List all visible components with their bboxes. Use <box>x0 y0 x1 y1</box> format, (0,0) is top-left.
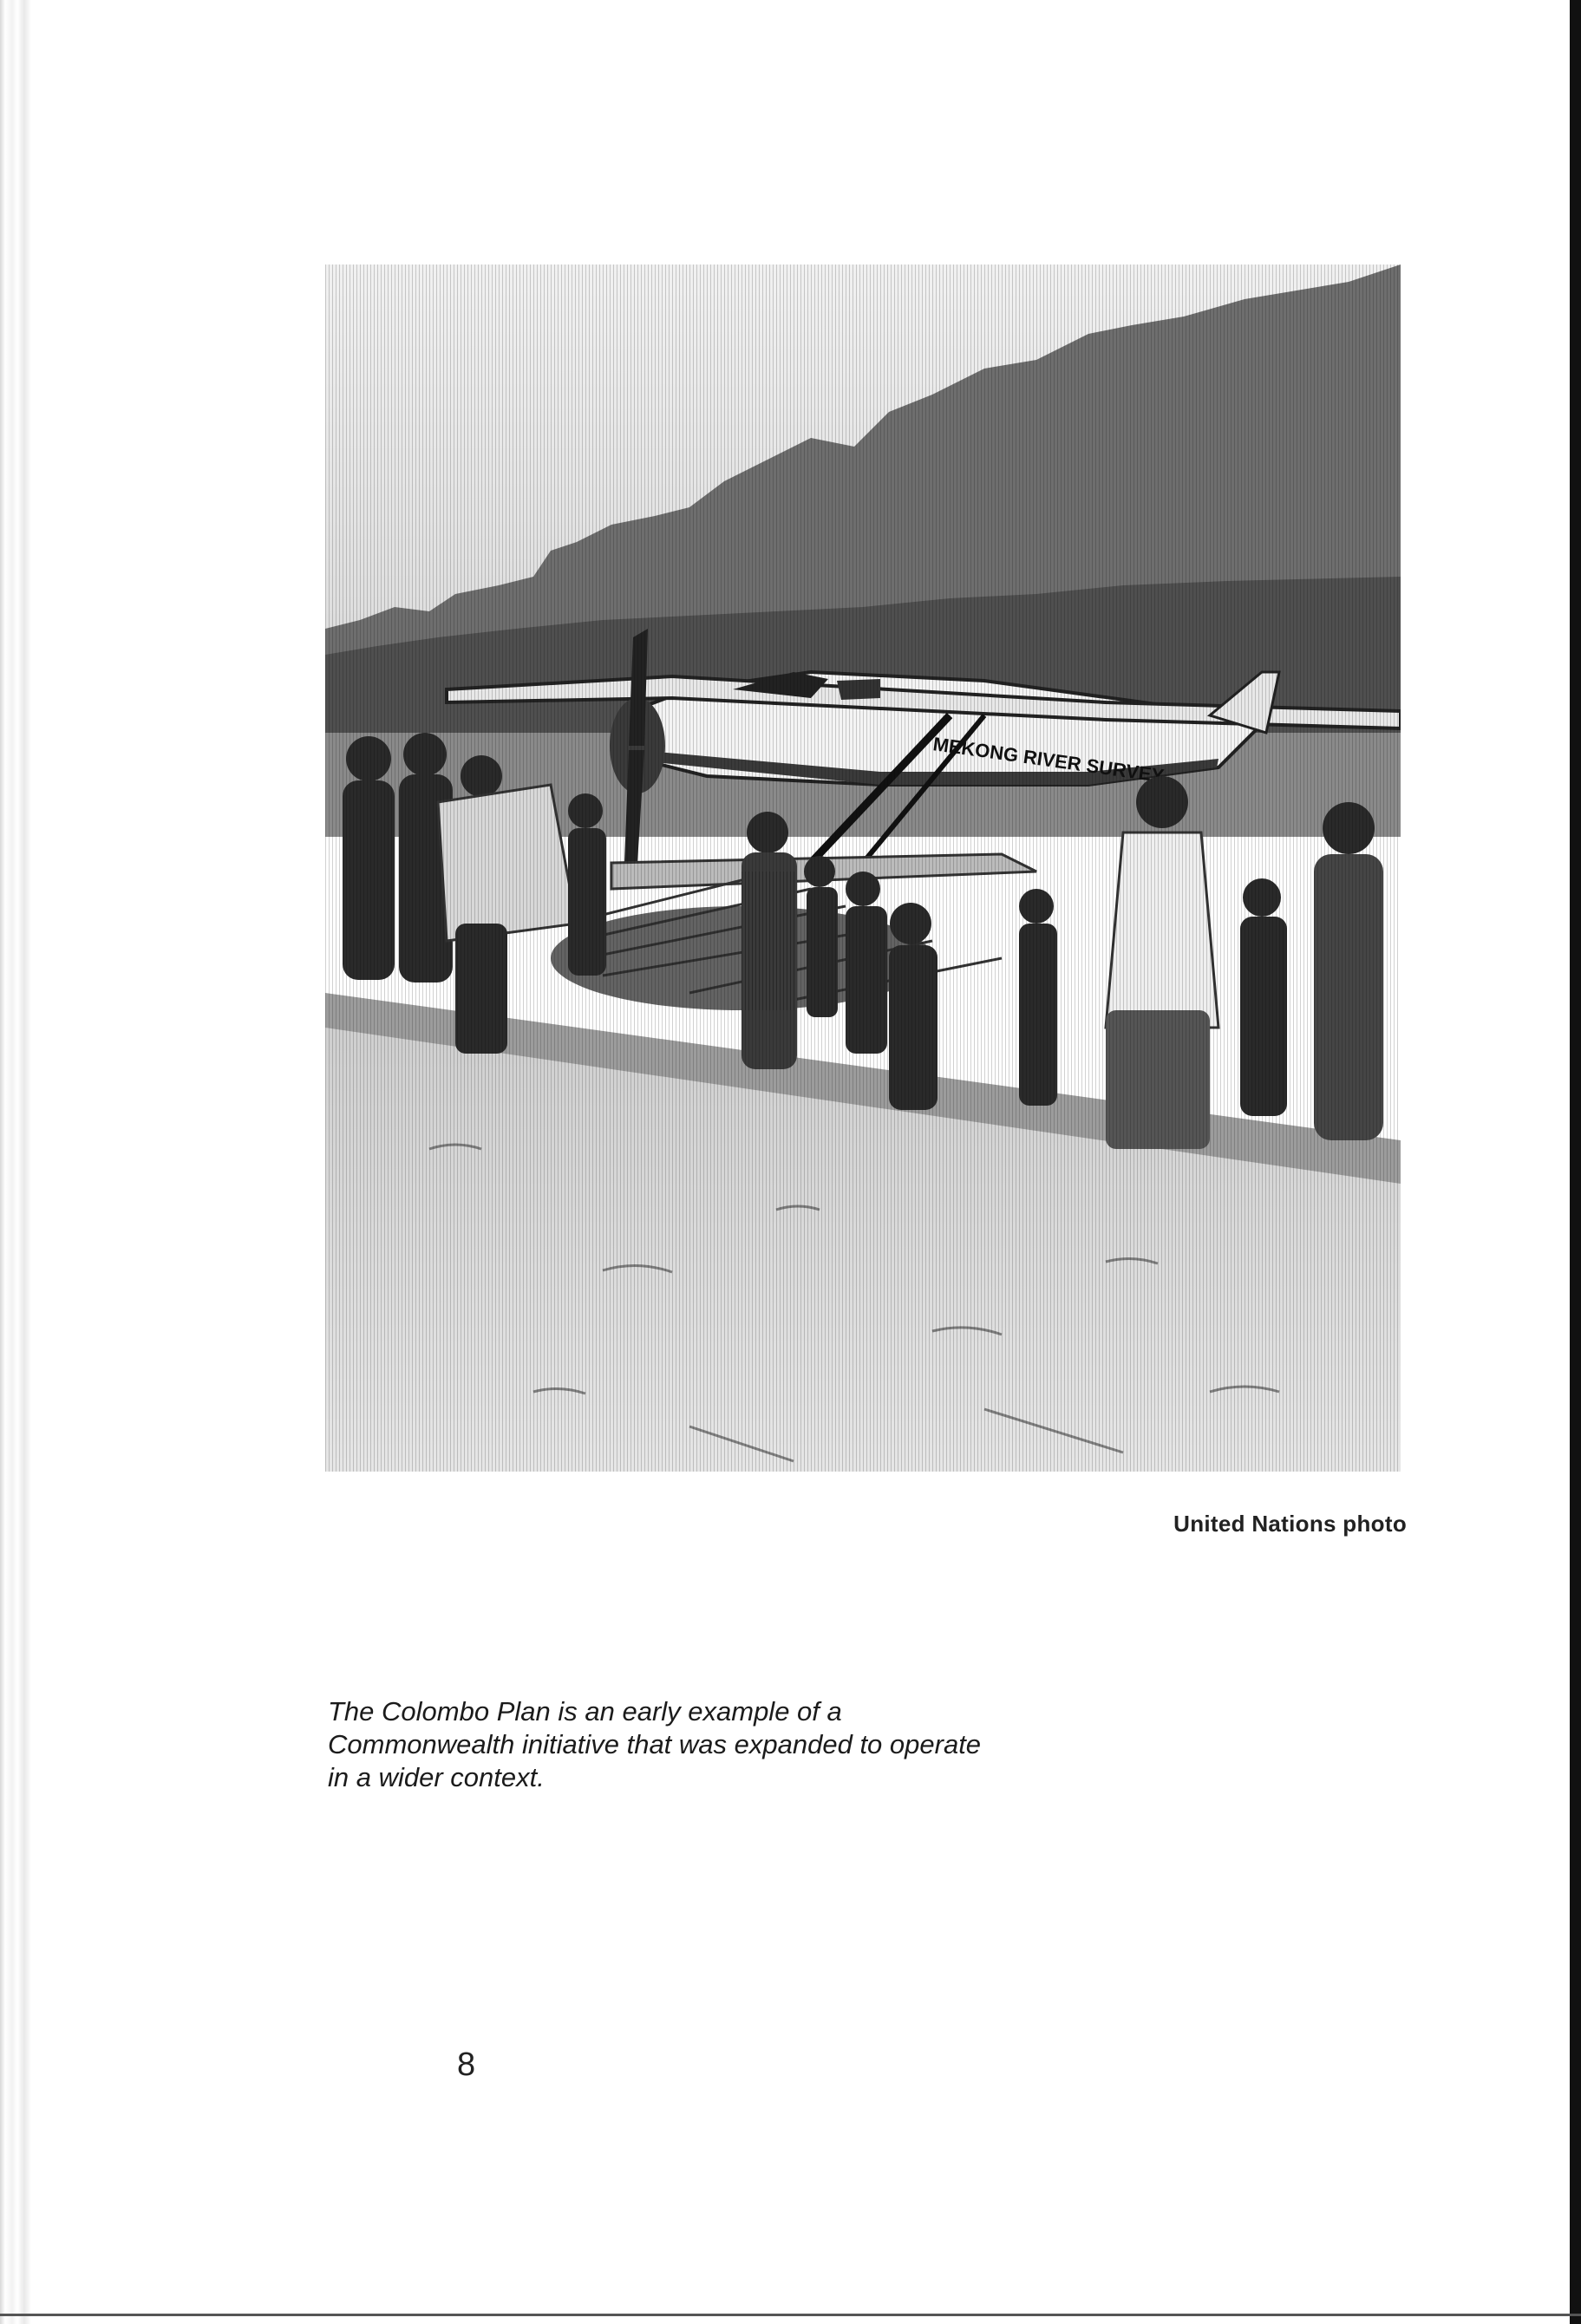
scan-edge-right <box>1570 0 1581 2324</box>
photo-plane-on-riverbank <box>325 264 1401 1472</box>
photo-credit: United Nations photo <box>1173 1511 1407 1537</box>
scan-edge-bottom <box>0 2314 1581 2316</box>
page-number: 8 <box>457 2047 476 2083</box>
photo-caption: The Colombo Plan is an early example of a Commonwealth initiative that was expanded to operate in a wider context. <box>328 1696 982 1792</box>
scan-edge-left <box>0 0 31 2324</box>
